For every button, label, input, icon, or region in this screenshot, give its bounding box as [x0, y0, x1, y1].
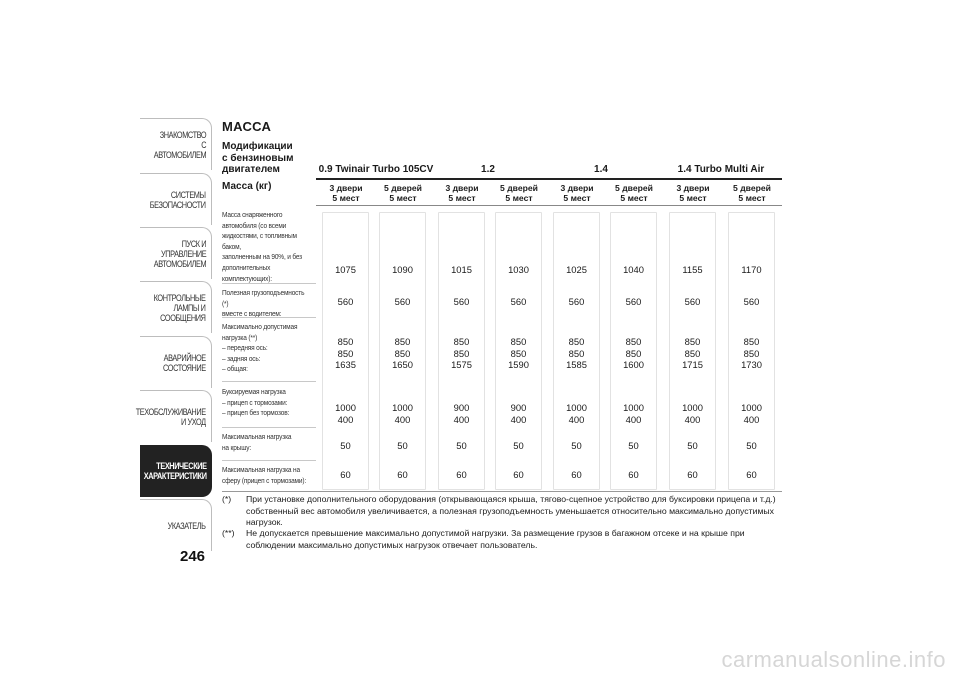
table-cell: 50 [456, 440, 467, 451]
table-cell: 850 850 1575 [451, 336, 472, 370]
table-cell: 60 [340, 469, 351, 480]
table-cell: 50 [513, 440, 524, 451]
modifications-label: Модификации с бензиновым двигателем [222, 141, 294, 175]
table-cell: 1040 [623, 264, 644, 275]
chapter-tab-7[interactable] [140, 445, 212, 497]
row-divider [222, 427, 316, 428]
table-cell: 560 [743, 296, 760, 307]
door-header-divider [316, 205, 782, 206]
table-cell: 850 850 1600 [623, 336, 644, 370]
table-cell: 850 850 1715 [682, 336, 703, 370]
engine-header: 1.2 [481, 164, 495, 175]
chapter-tab-label: ТЕХОБСЛУЖИВАНИЕ И УХОД [136, 405, 206, 427]
table-cell: 1000 400 [335, 402, 356, 425]
section-title: МАССА [222, 119, 272, 134]
table-cell: 850 850 1730 [741, 336, 762, 370]
engine-header: 0.9 Twinair Turbo 105CV [318, 164, 434, 175]
mass-unit-label: Масса (кг) [222, 181, 272, 192]
engine-header-divider [316, 178, 782, 180]
chapter-tab-label: ПУСК И УПРАВЛЕНИЕ АВТОМОБИЛЕМ [153, 237, 206, 269]
table-cell: 1000 400 [392, 402, 413, 425]
table-cell: 560 [510, 296, 527, 307]
table-cell: 50 [628, 440, 639, 451]
engine-header: 1.4 Turbo Multi Air [677, 164, 765, 175]
chapter-tab-4[interactable] [140, 281, 212, 333]
row-label-text: Буксируемая нагрузка – прицеп с тормозами: – прицеп без тормозов: [222, 387, 290, 418]
row-label-text: Максимально допустимая нагрузка (**) – передняя ось: – задняя ось: – общая: [222, 322, 298, 374]
footnote-mark: (*) [222, 494, 232, 504]
row-label-text: Максимальная нагрузка на сферу (прицеп с тормозами): [222, 465, 306, 485]
table-cell: 60 [571, 469, 582, 480]
engine-header: 1.4 [594, 164, 608, 175]
footnote-text: Не допускается превышение максимально допустимой нагрузки. За размещение грузов в багажном отсеке и на крыше при соблюдении максимально допустимых нагрузок отвечает пользователь. [246, 528, 745, 550]
row-label [222, 210, 322, 284]
chapter-tab-label: СИСТЕМЫ БЕЗОПАСНОСТИ [150, 188, 206, 210]
table-cell: 850 850 1585 [566, 336, 587, 370]
table-cell: 1090 [392, 264, 413, 275]
table-cell: 1000 400 [623, 402, 644, 425]
door-header: 3 двери 5 мест [445, 183, 479, 203]
chapter-tab-label: УКАЗАТЕЛЬ [168, 519, 206, 531]
table-cell: 850 850 1590 [508, 336, 529, 370]
table-cell: 60 [687, 469, 698, 480]
footnote [222, 528, 782, 551]
chapter-tab-2[interactable] [140, 173, 212, 225]
row-label [222, 432, 322, 453]
table-cell: 560 [453, 296, 470, 307]
row-label [222, 288, 322, 320]
door-header: 5 дверей 5 мест [615, 183, 653, 203]
table-bottom-divider [222, 491, 782, 492]
row-divider [222, 381, 316, 382]
chapter-tab-5[interactable] [140, 336, 212, 388]
chapter-tab-3[interactable] [140, 227, 212, 279]
chapter-tab-8[interactable] [140, 499, 212, 551]
watermark: carmanualsonline.info [721, 647, 946, 672]
table-cell: 560 [625, 296, 642, 307]
row-label [222, 387, 322, 419]
door-header: 3 двери 5 мест [560, 183, 594, 203]
table-cell: 560 [337, 296, 354, 307]
table-cell: 560 [394, 296, 411, 307]
door-header: 3 двери 5 мест [676, 183, 710, 203]
row-label-text: Полезная грузоподъемность (*) вместе с водителем: [222, 288, 305, 319]
footnote [222, 494, 782, 529]
table-cell: 50 [687, 440, 698, 451]
table-cell: 1015 [451, 264, 472, 275]
table-cell: 560 [568, 296, 585, 307]
row-label [222, 322, 322, 375]
table-cell: 50 [397, 440, 408, 451]
table-cell: 60 [746, 469, 757, 480]
table-cell: 1030 [508, 264, 529, 275]
table-cell: 560 [684, 296, 701, 307]
door-header: 5 дверей 5 мест [500, 183, 538, 203]
table-cell: 1000 400 [682, 402, 703, 425]
table-cell: 850 850 1635 [335, 336, 356, 370]
chapter-tab-1[interactable] [140, 118, 212, 170]
chapter-tab-label: КОНТРОЛЬНЫЕ ЛАМПЫ И СООБЩЕНИЯ [154, 291, 206, 323]
row-divider [222, 460, 316, 461]
row-label-text: Масса снаряженного автомобиля (со всеми жидкостями, с топливным баком, заполненным на 90%, и без дополнительных комплектующих): [222, 210, 302, 283]
table-cell: 900 400 [453, 402, 470, 425]
door-header: 5 дверей 5 мест [384, 183, 422, 203]
table-cell: 1075 [335, 264, 356, 275]
table-cell: 1155 [682, 264, 703, 275]
table-cell: 900 400 [510, 402, 527, 425]
table-cell: 60 [513, 469, 524, 480]
footnote-text: При установке дополнительного оборудования (открывающаяся крыша, тягово-сцепное устройство для буксировки прицепа и т.д.) собственный вес автомобиля увеличивается, а полезная грузоподъемность уменьшается относительно максимально допустимых нагрузок. [246, 494, 776, 527]
table-cell: 60 [397, 469, 408, 480]
chapter-tab-label: АВАРИЙНОЕ СОСТОЯНИЕ [163, 351, 206, 373]
chapter-tab-label: ЗНАКОМСТВО С АВТОМОБИЛЕМ [153, 128, 206, 160]
chapter-tab-6[interactable] [136, 390, 212, 442]
door-header: 3 двери 5 мест [329, 183, 363, 203]
chapter-tab-label: ТЕХНИЧЕСКИЕ ХАРАКТЕРИСТИКИ [144, 460, 207, 481]
row-label [222, 465, 322, 486]
footnote-mark: (**) [222, 528, 235, 538]
table-cell: 60 [628, 469, 639, 480]
table-cell: 1170 [741, 264, 762, 275]
table-cell: 1000 400 [566, 402, 587, 425]
row-label-text: Максимальная нагрузка на крышу: [222, 432, 292, 452]
table-cell: 1000 400 [741, 402, 762, 425]
row-divider [222, 317, 316, 318]
table-cell: 60 [456, 469, 467, 480]
table-cell: 850 850 1650 [392, 336, 413, 370]
table-cell: 1025 [566, 264, 587, 275]
table-cell: 50 [746, 440, 757, 451]
page-number: 246 [180, 548, 206, 565]
door-header: 5 дверей 5 мест [733, 183, 771, 203]
table-cell: 50 [571, 440, 582, 451]
row-divider [222, 283, 316, 284]
table-cell: 50 [340, 440, 351, 451]
